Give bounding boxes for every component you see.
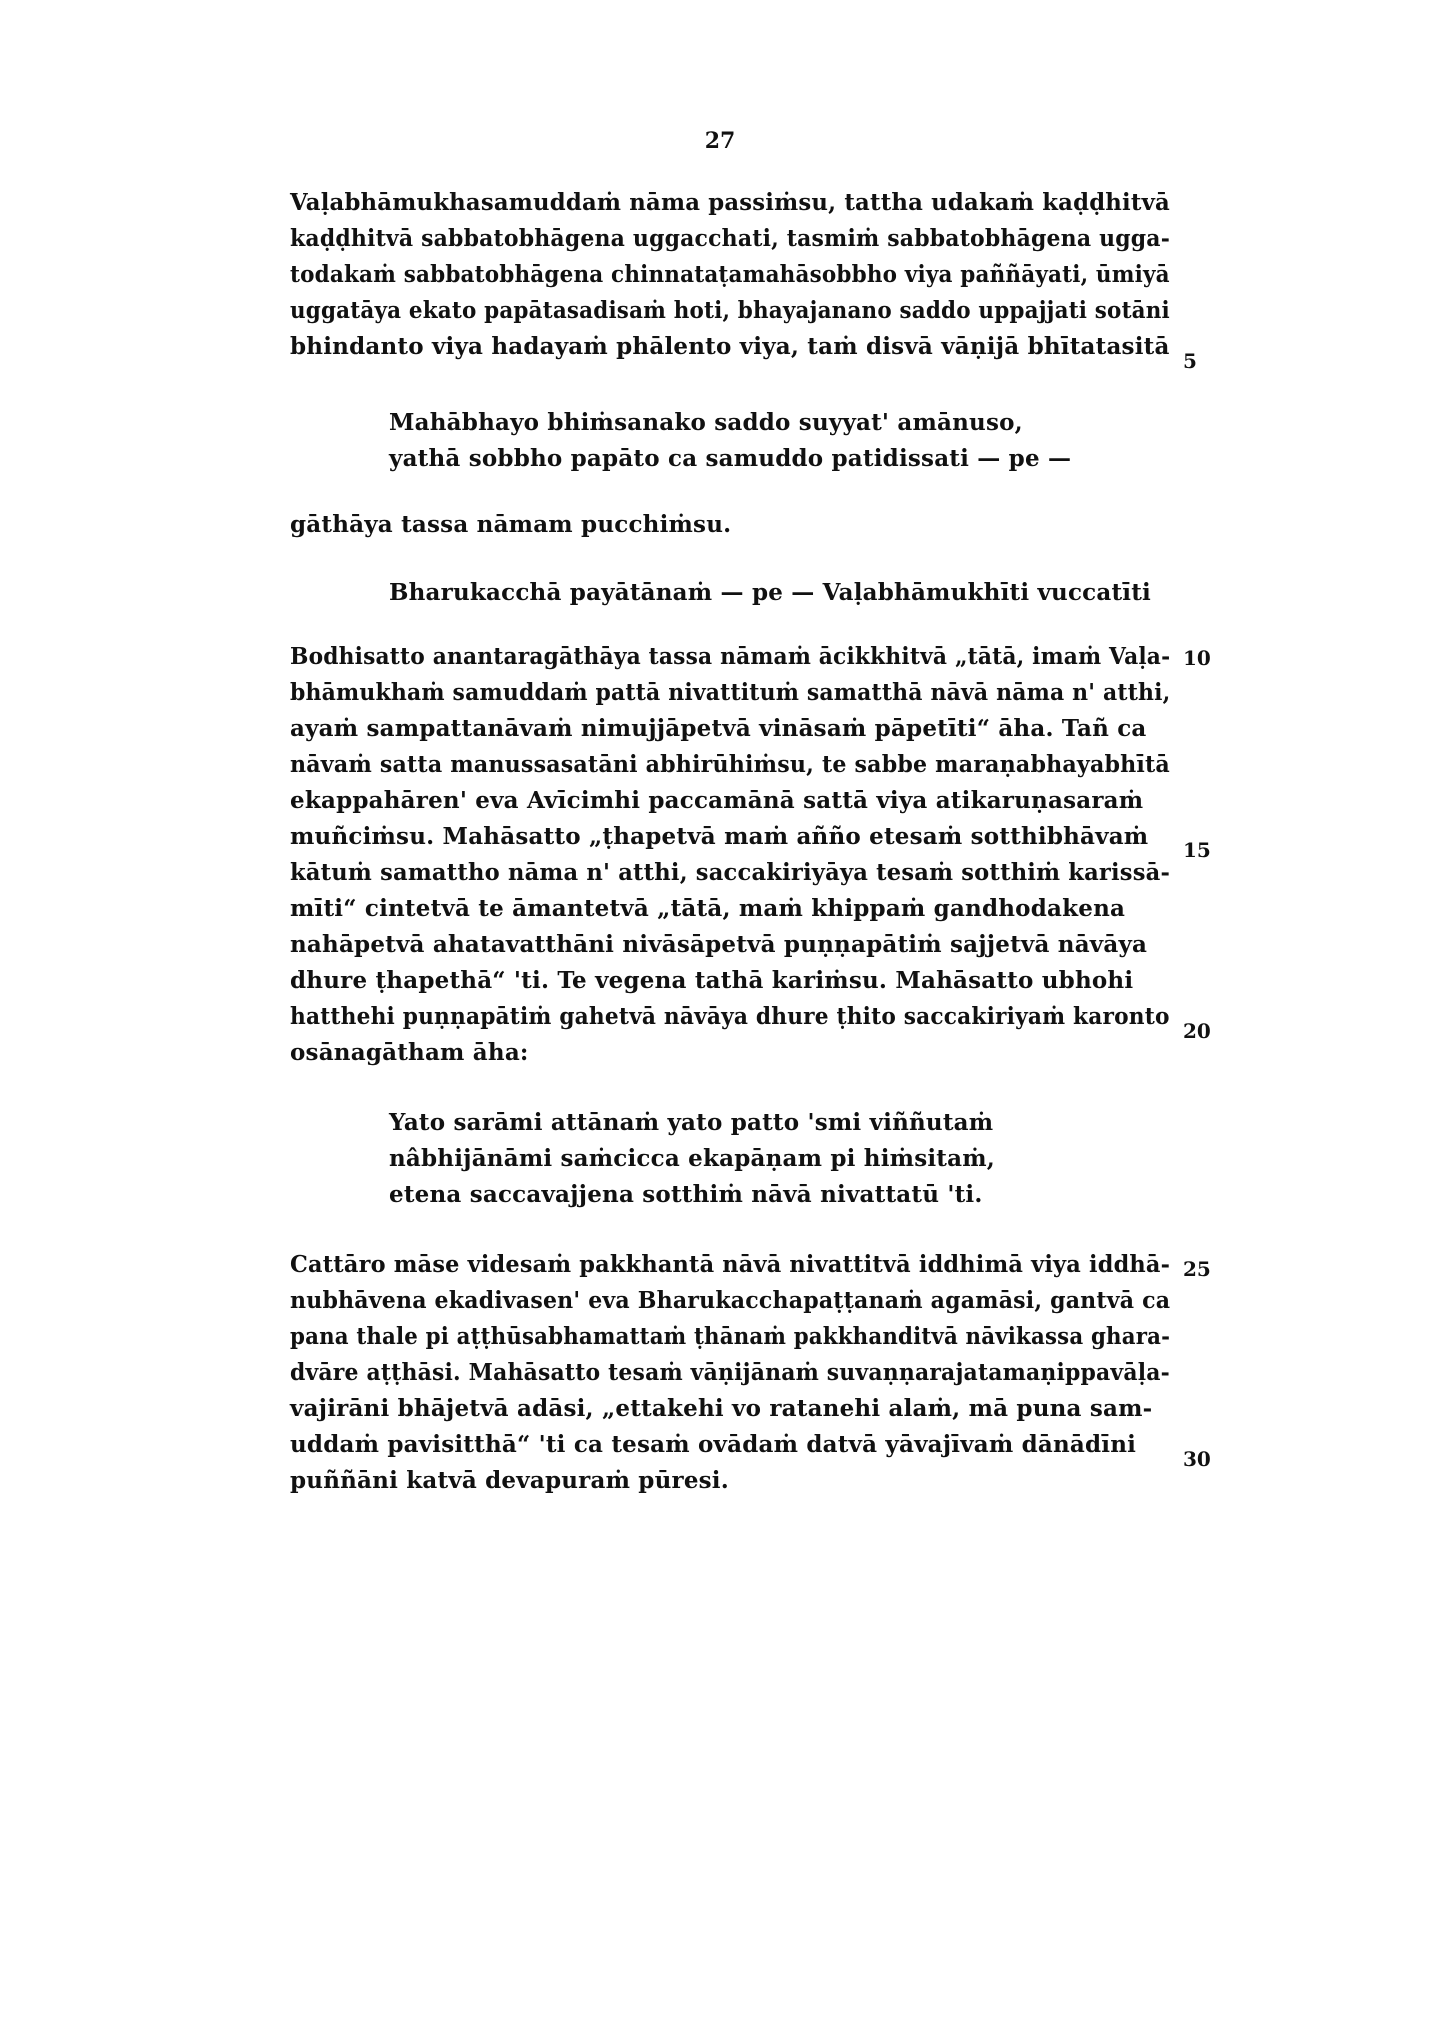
line-number: 15 xyxy=(1183,838,1211,862)
paragraph-3-line: uddaṁ pavisitthā“ 'ti ca tesaṁ ovādaṁ datvā yāvajīvaṁ dānādīni xyxy=(290,1431,1137,1458)
paragraph-2-line: hatthehi puṇṇapātiṁ gahetvā nāvāya dhure ṭhito saccakiriyaṁ karonto xyxy=(290,1003,1170,1030)
line-number: 20 xyxy=(1183,1019,1211,1043)
verse-1-line: Mahābhayo bhiṁsanako saddo suyyat' amānuso, xyxy=(389,409,1023,436)
paragraph-3-line: pana thale pi aṭṭhūsabhamattaṁ ṭhānaṁ pakkhanditvā nāvikassa ghara- xyxy=(290,1323,1171,1350)
line-number: 30 xyxy=(1183,1447,1211,1471)
paragraph-2-line: nahāpetvā ahatavatthāni nivāsāpetvā puṇṇapātiṁ sajjetvā nāvāya xyxy=(290,931,1148,958)
paragraph-2-line: muñciṁsu. Mahāsatto „ṭhapetvā maṁ añño etesaṁ sotthibhāvaṁ xyxy=(290,823,1149,850)
line-number: 25 xyxy=(1183,1257,1211,1281)
paragraph-1-line: kaḍḍhitvā sabbatobhāgena uggacchati, tasmiṁ sabbatobhāgena ugga- xyxy=(290,225,1171,252)
paragraph-2-line: mīti“ cintetvā te āmantetvā „tātā, maṁ khippaṁ gandhodakena xyxy=(290,895,1126,922)
paragraph-1-line: Vaḷabhāmukhasamuddaṁ nāma passiṁsu, tattha udakaṁ kaḍḍhitvā xyxy=(290,189,1170,216)
paragraph-2-line: dhure ṭhapethā“ 'ti. Te vegena tathā kariṁsu. Mahāsatto ubhohi xyxy=(290,967,1134,994)
paragraph-3-line: nubhāvena ekadivasen' eva Bharukacchapaṭṭanaṁ agamāsi, gantvā ca xyxy=(290,1287,1171,1314)
paragraph-1-line: bhindanto viya hadayaṁ phālento viya, taṁ disvā vāṇijā bhītatasitā xyxy=(290,333,1170,360)
page-number: 27 xyxy=(704,128,736,154)
paragraph-2-line: nāvaṁ satta manussasatāni abhirūhiṁsu, te sabbe maraṇabhayabhītā xyxy=(290,751,1170,778)
paragraph-2-line: bhāmukhaṁ samuddaṁ pattā nivattituṁ samatthā nāvā nāma n' atthi, xyxy=(290,679,1171,706)
paragraph-1-line: uggatāya ekato papātasadisaṁ hoti, bhayajanano saddo uppajjati sotāni xyxy=(290,297,1170,324)
paragraph-2-line: ayaṁ sampattanāvaṁ nimujjāpetvā vināsaṁ pāpetīti“ āha. Tañ ca xyxy=(290,715,1147,742)
verse-1-line: yathā sobbho papāto ca samuddo patidissati — pe — xyxy=(389,445,1072,472)
line-number: 5 xyxy=(1183,349,1197,373)
paragraph-3-line: Cattāro māse videsaṁ pakkhantā nāvā nivattitvā iddhimā viya iddhā- xyxy=(290,1251,1171,1278)
line-number: 10 xyxy=(1183,646,1211,670)
paragraph-2-line: ekappahāren' eva Avīcimhi paccamānā sattā viya atikaruṇasaraṁ xyxy=(290,787,1144,814)
paragraph-3-line: dvāre aṭṭhāsi. Mahāsatto tesaṁ vāṇijānaṁ suvaṇṇarajatamaṇippavāḷa- xyxy=(290,1359,1170,1386)
paragraph-2-line: kātuṁ samattho nāma n' atthi, saccakiriyāya tesaṁ sotthiṁ karissā- xyxy=(290,859,1171,886)
verse-3-line: Yato sarāmi attānaṁ yato patto 'smi viññutaṁ xyxy=(389,1109,994,1136)
verse-3-line: nâbhijānāmi saṁcicca ekapāṇam pi hiṁsitaṁ, xyxy=(389,1145,995,1172)
paragraph-2-line: osānagātham āha: xyxy=(290,1039,529,1066)
paragraph-1-line: todakaṁ sabbatobhāgena chinnataṭamahāsobbho viya paññāyati, ūmiyā xyxy=(290,261,1170,288)
paragraph-3-line: vajirāni bhājetvā adāsi, „ettakehi vo ratanehi alaṁ, mā puna sam- xyxy=(290,1395,1153,1422)
paragraph-line: gāthāya tassa nāmam pucchiṁsu. xyxy=(290,511,732,538)
paragraph-2-line: Bodhisatto anantaragāthāya tassa nāmaṁ ācikkhitvā „tātā, imaṁ Vaḷa- xyxy=(290,643,1171,670)
paragraph-3-line: puññāni katvā devapuraṁ pūresi. xyxy=(290,1467,729,1494)
verse-2-line: Bharukacchā payātānaṁ — pe — Vaḷabhāmukhīti vuccatīti xyxy=(389,579,1151,606)
verse-3-line: etena saccavajjena sotthiṁ nāvā nivattatū 'ti. xyxy=(389,1181,983,1208)
